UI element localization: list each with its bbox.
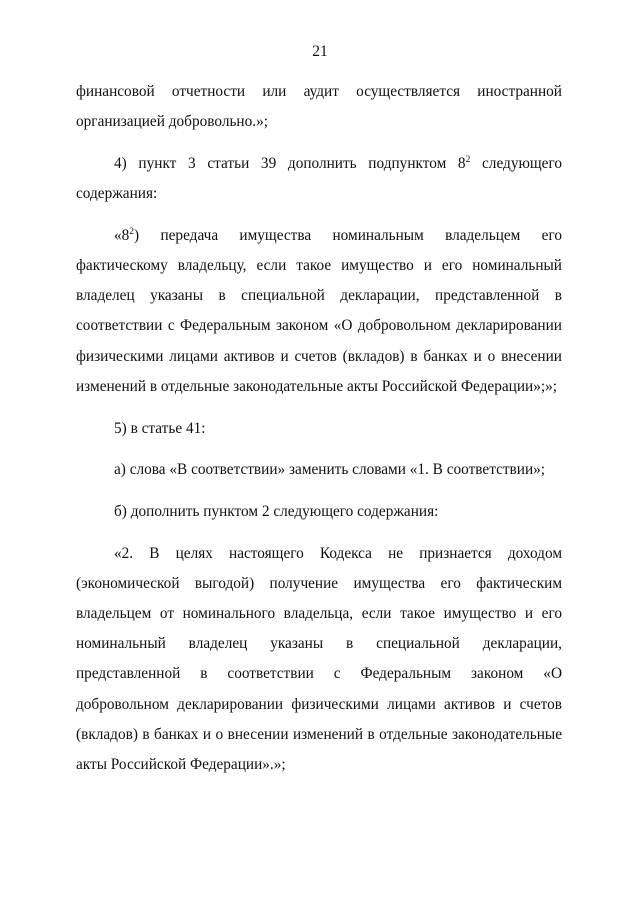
superscript: 2 — [129, 226, 135, 237]
page-number: 21 — [312, 43, 328, 60]
superscript: 2 — [465, 154, 471, 165]
paragraph-text: следующего содержания: — [76, 154, 562, 203]
paragraph-item-5: 5) в статье 41: — [114, 419, 206, 437]
paragraph-subitem-a: а) слова «В соответствии» заменить словами «1. В соответствии»; — [114, 461, 546, 479]
paragraph-point-2: «2. В целях настоящего Кодекса не признается доходом (экономической выгодой) получение имущества его фактическим владельцем от номинального владельца, если такое имущество и его номинальный владелец указаны в специальной декларации, представленной в соответствии с Федеральным законом «О добровольном декларировании физическими лицами активов и счетов (вкладов) в банках и о внесении изменений в отдельные законодательные акты Российской Федерации».»; — [76, 544, 562, 774]
paragraph-subitem-b: б) дополнить пунктом 2 следующего содержания: — [114, 502, 439, 520]
paragraph-text: «8 — [114, 226, 130, 244]
paragraph-item-4 — [76, 149, 562, 209]
paragraph-subitem-8-2 — [76, 221, 562, 402]
paragraph-continuation: финансовой отчетности или аудит осуществляется иностранной организацией добровольно.»; — [76, 83, 562, 131]
document-body — [76, 77, 562, 780]
paragraph-text: 4) пункт 3 статьи 39 дополнить подпунктом 8 — [114, 154, 466, 172]
paragraph-text: ) передача имущества номинальным владельцем его фактическому владельцу, если такое имущество и его номинальный владелец указаны в специальной декларации, представленной в соответствии с Федеральным законом «О добровольном декларировании физическими лицами активов и счетов (вкладов) в банках и о внесении изменений в отдельные законодательные акты Российской Федерации»;»; — [76, 226, 562, 395]
